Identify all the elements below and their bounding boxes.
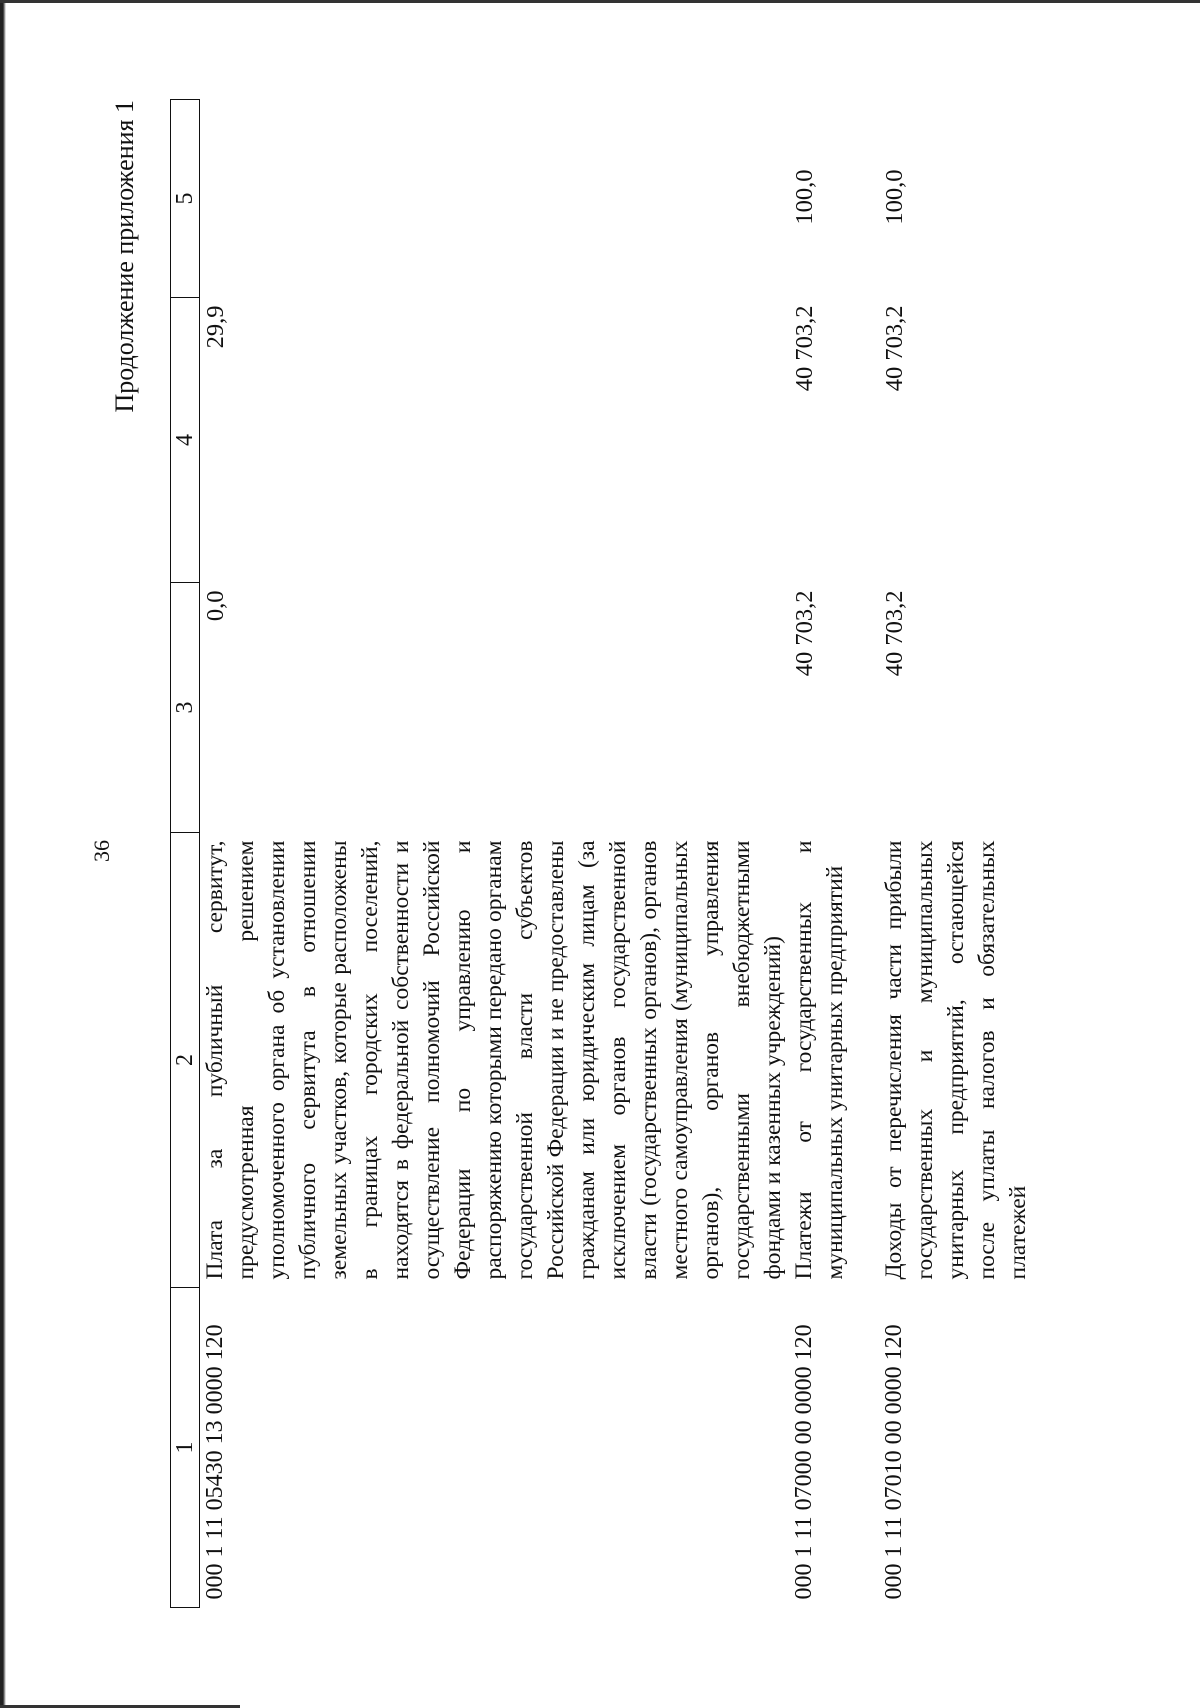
value-col-3: 40 703,2 (881, 590, 908, 677)
table-row (200, 100, 790, 1608)
page-number: 36 (89, 840, 114, 862)
value-col-4: 40 703,2 (881, 305, 908, 392)
value-col-3: 0,0 (202, 590, 229, 622)
revenue-name: Доходы от перечисления части прибыли государственных и муниципальных унитарных предприятий, остающейся после уплаты налогов и обязательных платежей (881, 840, 1031, 1280)
value-col-4: 40 703,2 (791, 305, 818, 392)
value-col-4: 29,9 (202, 305, 229, 349)
value-col-5 (200, 100, 790, 298)
budget-code: 000 1 11 05430 13 0000 120 (202, 1324, 228, 1600)
table-header-row (171, 100, 200, 1608)
header-col-1: 1 (171, 1288, 200, 1608)
header-col-2: 2 (171, 833, 200, 1288)
revenue-name: Платежи от государственных и муниципальных унитарных предприятий (791, 840, 848, 1280)
table-row (879, 100, 1034, 1608)
value-col-5: 100,0 (881, 169, 908, 225)
value-col-3: 40 703,2 (791, 590, 818, 677)
table-row (789, 100, 879, 1608)
appendix-table (170, 99, 1034, 1608)
budget-code: 000 1 11 07010 00 0000 120 (881, 1324, 907, 1600)
revenue-name: Плата за публичный сервитут, предусмотренная решением уполномоченного органа об установлении публичного сервитута в отношении земельных участков, которые расположены в границах городских поселений, находятся в федеральной собственности и осуществление полномочий Российской Федерации по управлению и распоряжению которыми передано органам государственной власти субъектов Российской Федерации и не предоставлены гражданам или юридическим лицам (за исключением органов государственной власти (государственных органов), органов местного самоуправления (муниципальных органов), органов управления государственными внебюджетными фондами и казенных учреждений) (202, 840, 786, 1280)
value-col-5: 100,0 (791, 169, 818, 225)
header-col-3: 3 (171, 583, 200, 833)
continuation-label: Продолжение приложения 1 (110, 100, 139, 413)
header-col-5: 5 (171, 100, 200, 298)
budget-code: 000 1 11 07000 00 0000 120 (791, 1324, 817, 1600)
header-col-4: 4 (171, 298, 200, 583)
